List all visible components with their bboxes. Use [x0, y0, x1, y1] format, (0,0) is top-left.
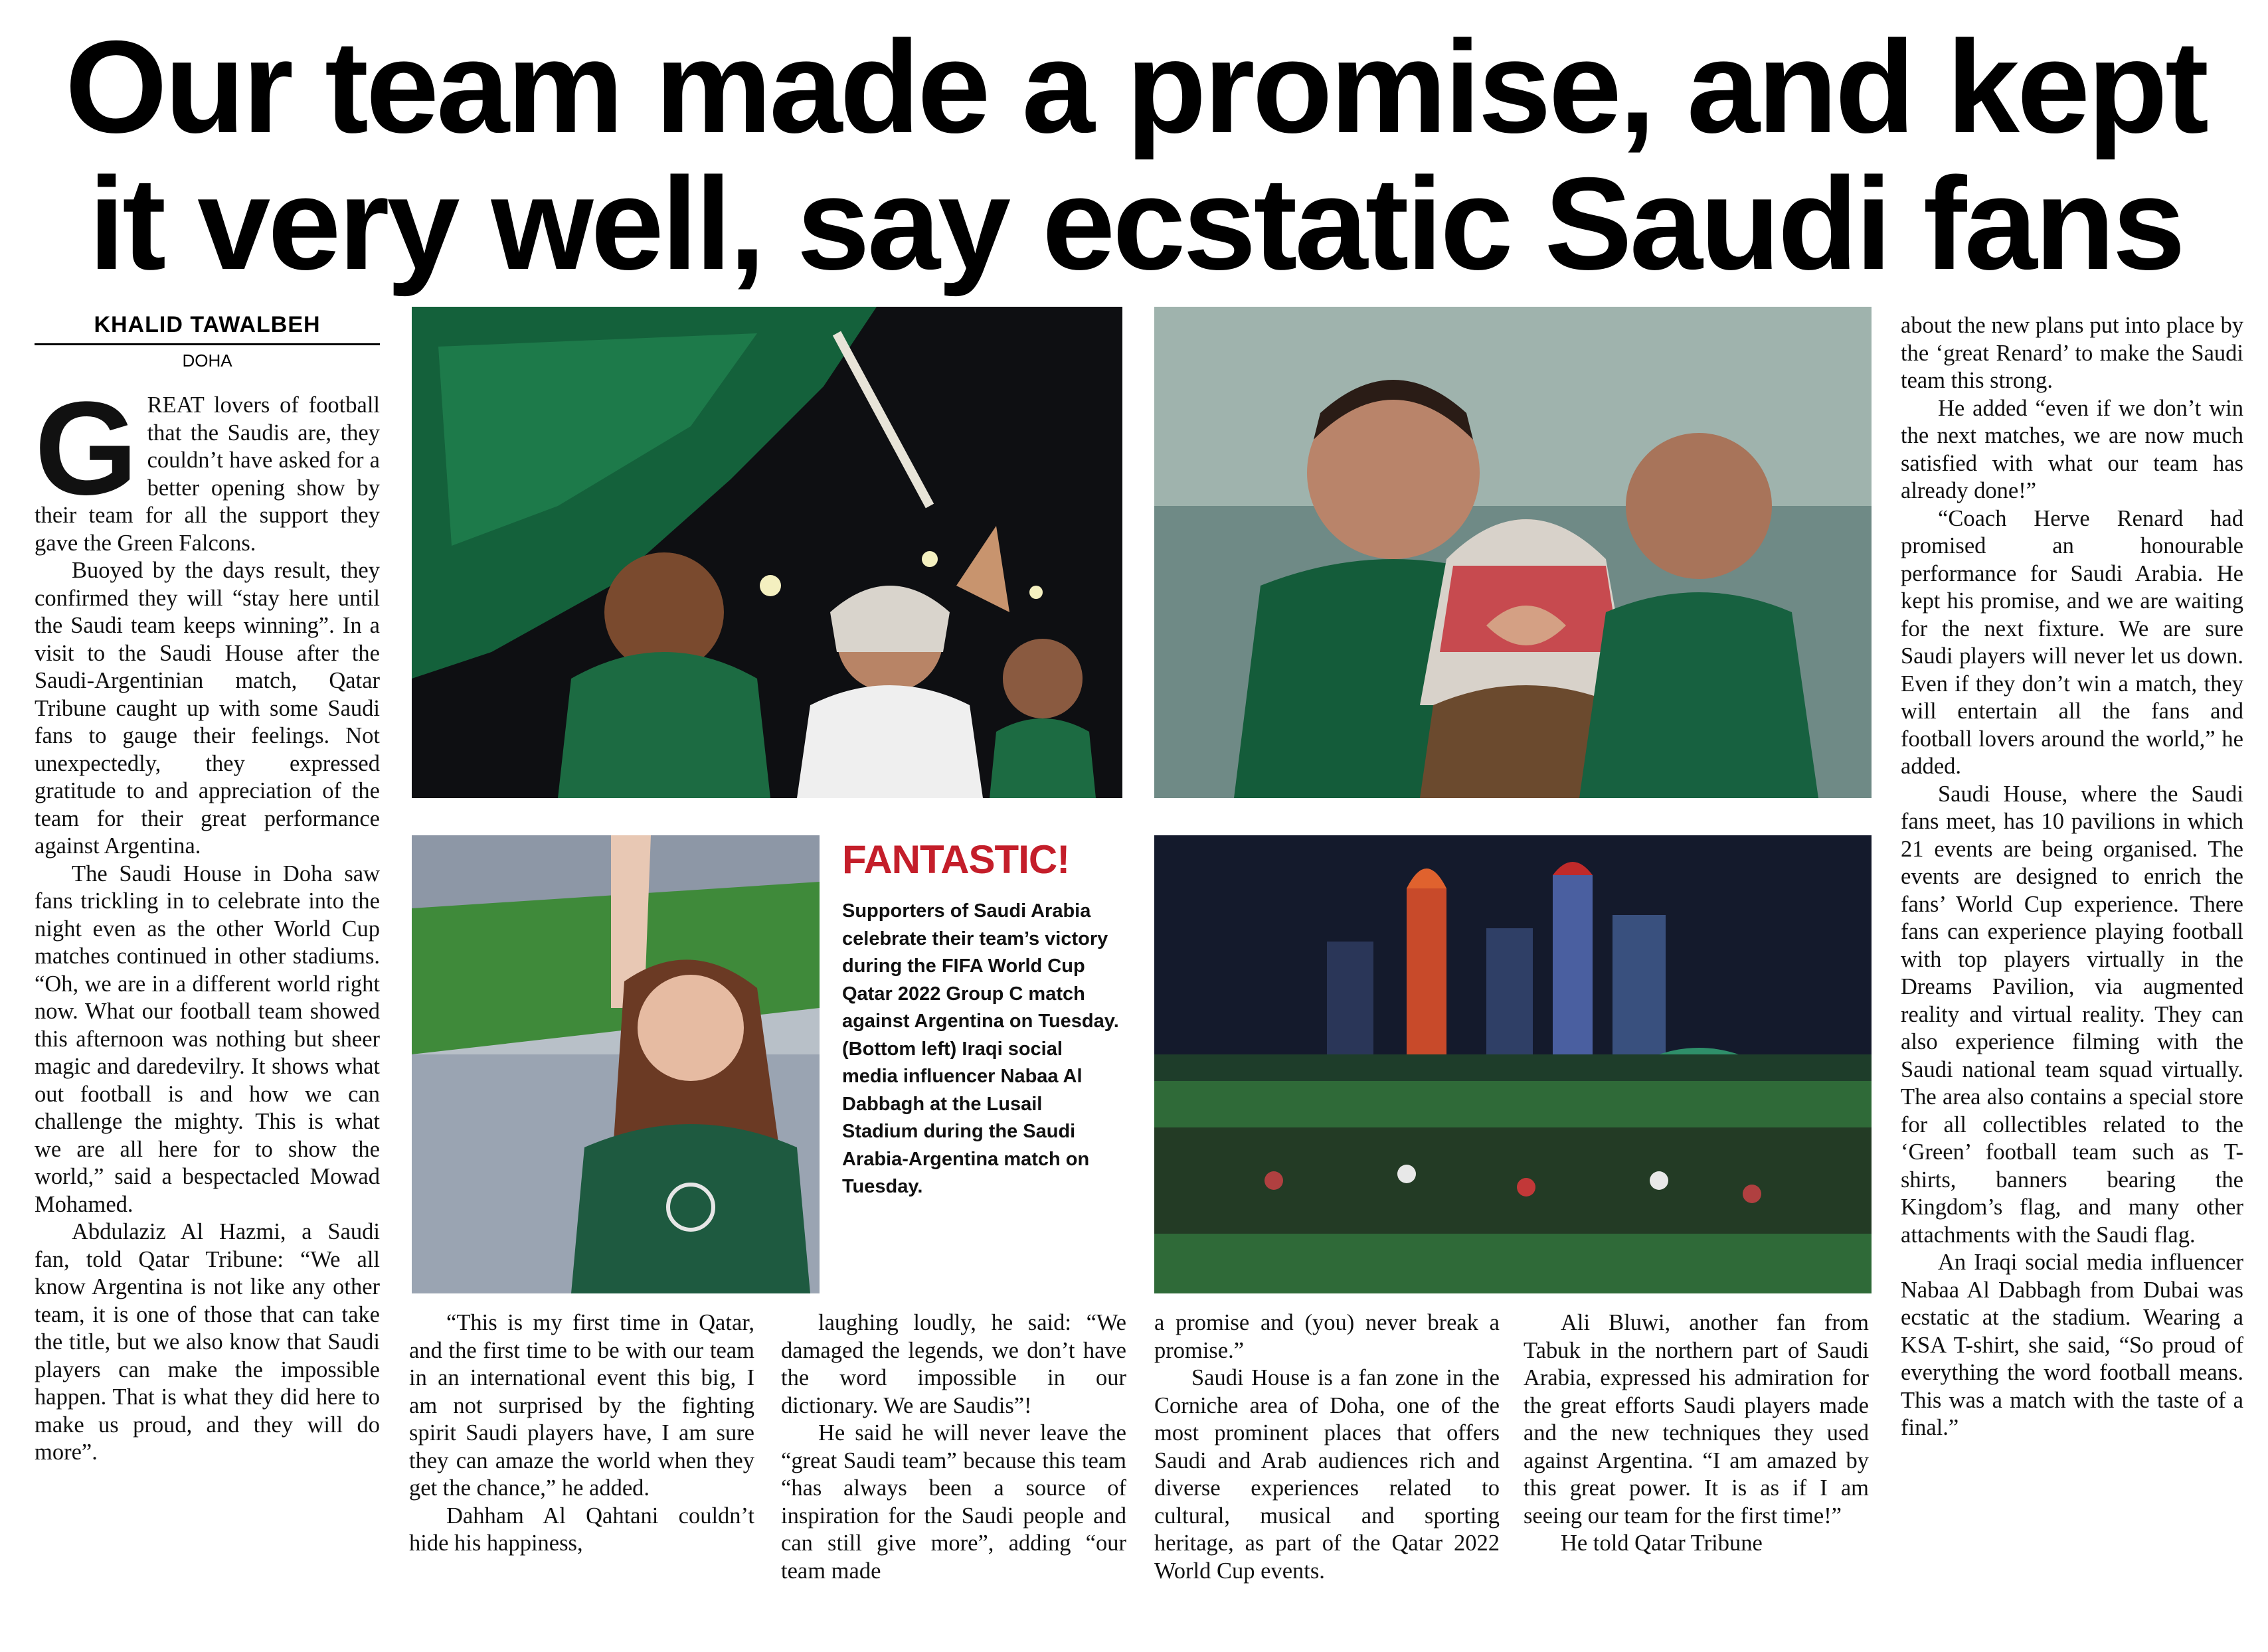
fans-celebrating-with-flag-photo	[412, 307, 1122, 798]
byline	[35, 312, 380, 371]
influencer-at-stadium-photo	[412, 835, 820, 1293]
paragraph: An Iraqi social media influencer Nabaa Al Dabbagh from Dubai was ecstatic at the stadium. Wearing a KSA T-shirt, she said, “So proud of everything the word football means. This was a match with the taste of a final.”	[1901, 1250, 2243, 1440]
article-column-1	[35, 392, 380, 1633]
paragraph: Abdulaziz Al Hazmi, a Saudi fan, told Qatar Tribune: “We all know Argentina is not like any other team, it is one of those that can take the title, but we also know that Saudi players can make the impossible happen. That is what they did here to make us proud, and they will do more”.	[35, 1219, 380, 1465]
dateline: DOHA	[182, 351, 232, 371]
author-name: KHALID TAWALBEH	[35, 312, 380, 345]
article-column-4	[1154, 1309, 1500, 1628]
article-column-6	[1901, 312, 2243, 1633]
paragraph: about the new plans put into place by the ‘great Renard’ to make the Saudi team this strong.	[1901, 313, 2243, 393]
paragraph: He added “even if we don’t win the next matches, we are now much satisfied with what our team has already done!”	[1901, 395, 2243, 503]
headline: Our team made a promise, and kept it very well, say ecstatic Saudi fans	[64, 13, 2207, 297]
caption-text: Supporters of Saudi Arabia celebrate their team’s victory during the FIFA World Cup Qatar 2022 Group C match against Argentina on Tuesday. (Bottom left) Iraqi social media influencer Nabaa Al Dabbagh at the Lusail Stadium during the Saudi Arabia-Argentina match on Tuesday.	[842, 900, 1119, 1197]
article-column-2	[409, 1309, 754, 1628]
drop-cap: G	[35, 392, 138, 523]
paragraph: a promise and (you) never break a promise.”	[1154, 1310, 1500, 1363]
paragraph: Saudi House is a fan zone in the Corniche area of Doha, one of the most prominent places that offers Saudi and Arab audiences rich and diverse experiences related to cultural, musical and sporting heritage, as part of the Qatar 2022 World Cup events.	[1154, 1365, 1500, 1584]
paragraph: The Saudi House in Doha saw fans trickling in to celebrate into the night even as the other World Cup matches continued in other stadiums. “Oh, we are in a different world right now. What our football team showed this afternoon was nothing but sheer magic and daredevilry. It shows what out football is and how we can challenge the mighty. This is what we are all here for to show the world,” said a bespectacled Mowad Mohamed.	[35, 861, 380, 1217]
paragraph: Ali Bluwi, another fan from Tabuk in the northern part of Saudi Arabia, expressed his admiration for the great efforts Saudi players made and the new techniques they used against Argentina. “I am amazed by this great power. It is as if I am seeing our team for the first time!”	[1524, 1310, 1869, 1528]
paragraph: He said he will never leave the “great Saudi team” because this team “has always been a source of inspiration for the Saudi people and can still give more”, adding “our team made	[781, 1420, 1126, 1584]
paragraph: He told Qatar Tribune	[1561, 1530, 1763, 1556]
saudi-house-night-crowd-photo	[1154, 835, 1872, 1293]
article-column-3	[781, 1309, 1126, 1628]
paragraph: “This is my first time in Qatar, and the first time to be with our team in an international event this big, I am not surprised by the fighting spirit Saudi players have, I am sure they can amaze the world when they get the chance,” he added.	[409, 1310, 754, 1501]
article-column-5	[1524, 1309, 1869, 1628]
paragraph: Buoyed by the days result, they confirmed they will “stay here until the Saudi team keeps winning”. In a visit to the Saudi House after the Saudi-Argentinian match, Qatar Tribune caught up with some Saudi fans to gauge their feelings. Not unexpectedly, they expressed gratitude to and appreciation of the team for their great performance against Argentina.	[35, 558, 380, 859]
paragraph: Saudi House, where the Saudi fans meet, has 10 pavilions in which 21 events are being organised. The events are designed to enrich the fans’ World Cup experience. There fans can experience playing football with top players virtually in the Dreams Pavilion, via augmented reality and virtual reality. They can also experience filming with the Saudi national team squad virtually. The area also contains a special store for all collectibles related to the ‘Green’ football team such as T-shirts, banners bearing the Kingdom’s flag, and many other attachments with the Saudi flag.	[1901, 781, 2243, 1248]
paragraph: GREAT lovers of football that the Saudis are, they couldn’t have asked for a better opening show by their team for all the support they gave the Green Falcons.	[35, 392, 380, 556]
paragraph: laughing loudly, he said: “We damaged the legends, we don’t have the word impossible in our dictionary. We are Saudis”!	[781, 1310, 1126, 1418]
fans-heart-gesture-photo	[1154, 307, 1872, 798]
paragraph: Dahham Al Qahtani couldn’t hide his happiness,	[409, 1503, 754, 1556]
paragraph: “Coach Herve Renard had promised an honourable performance for Saudi Arabia. He kept his promise, and we are waiting for the next fixture. We are sure Saudi players will never let us down. Even if they don’t win a match, they will entertain all the fans and football lovers around the world,” he added.	[1901, 505, 2243, 779]
caption-title: FANTASTIC!	[842, 837, 1070, 882]
